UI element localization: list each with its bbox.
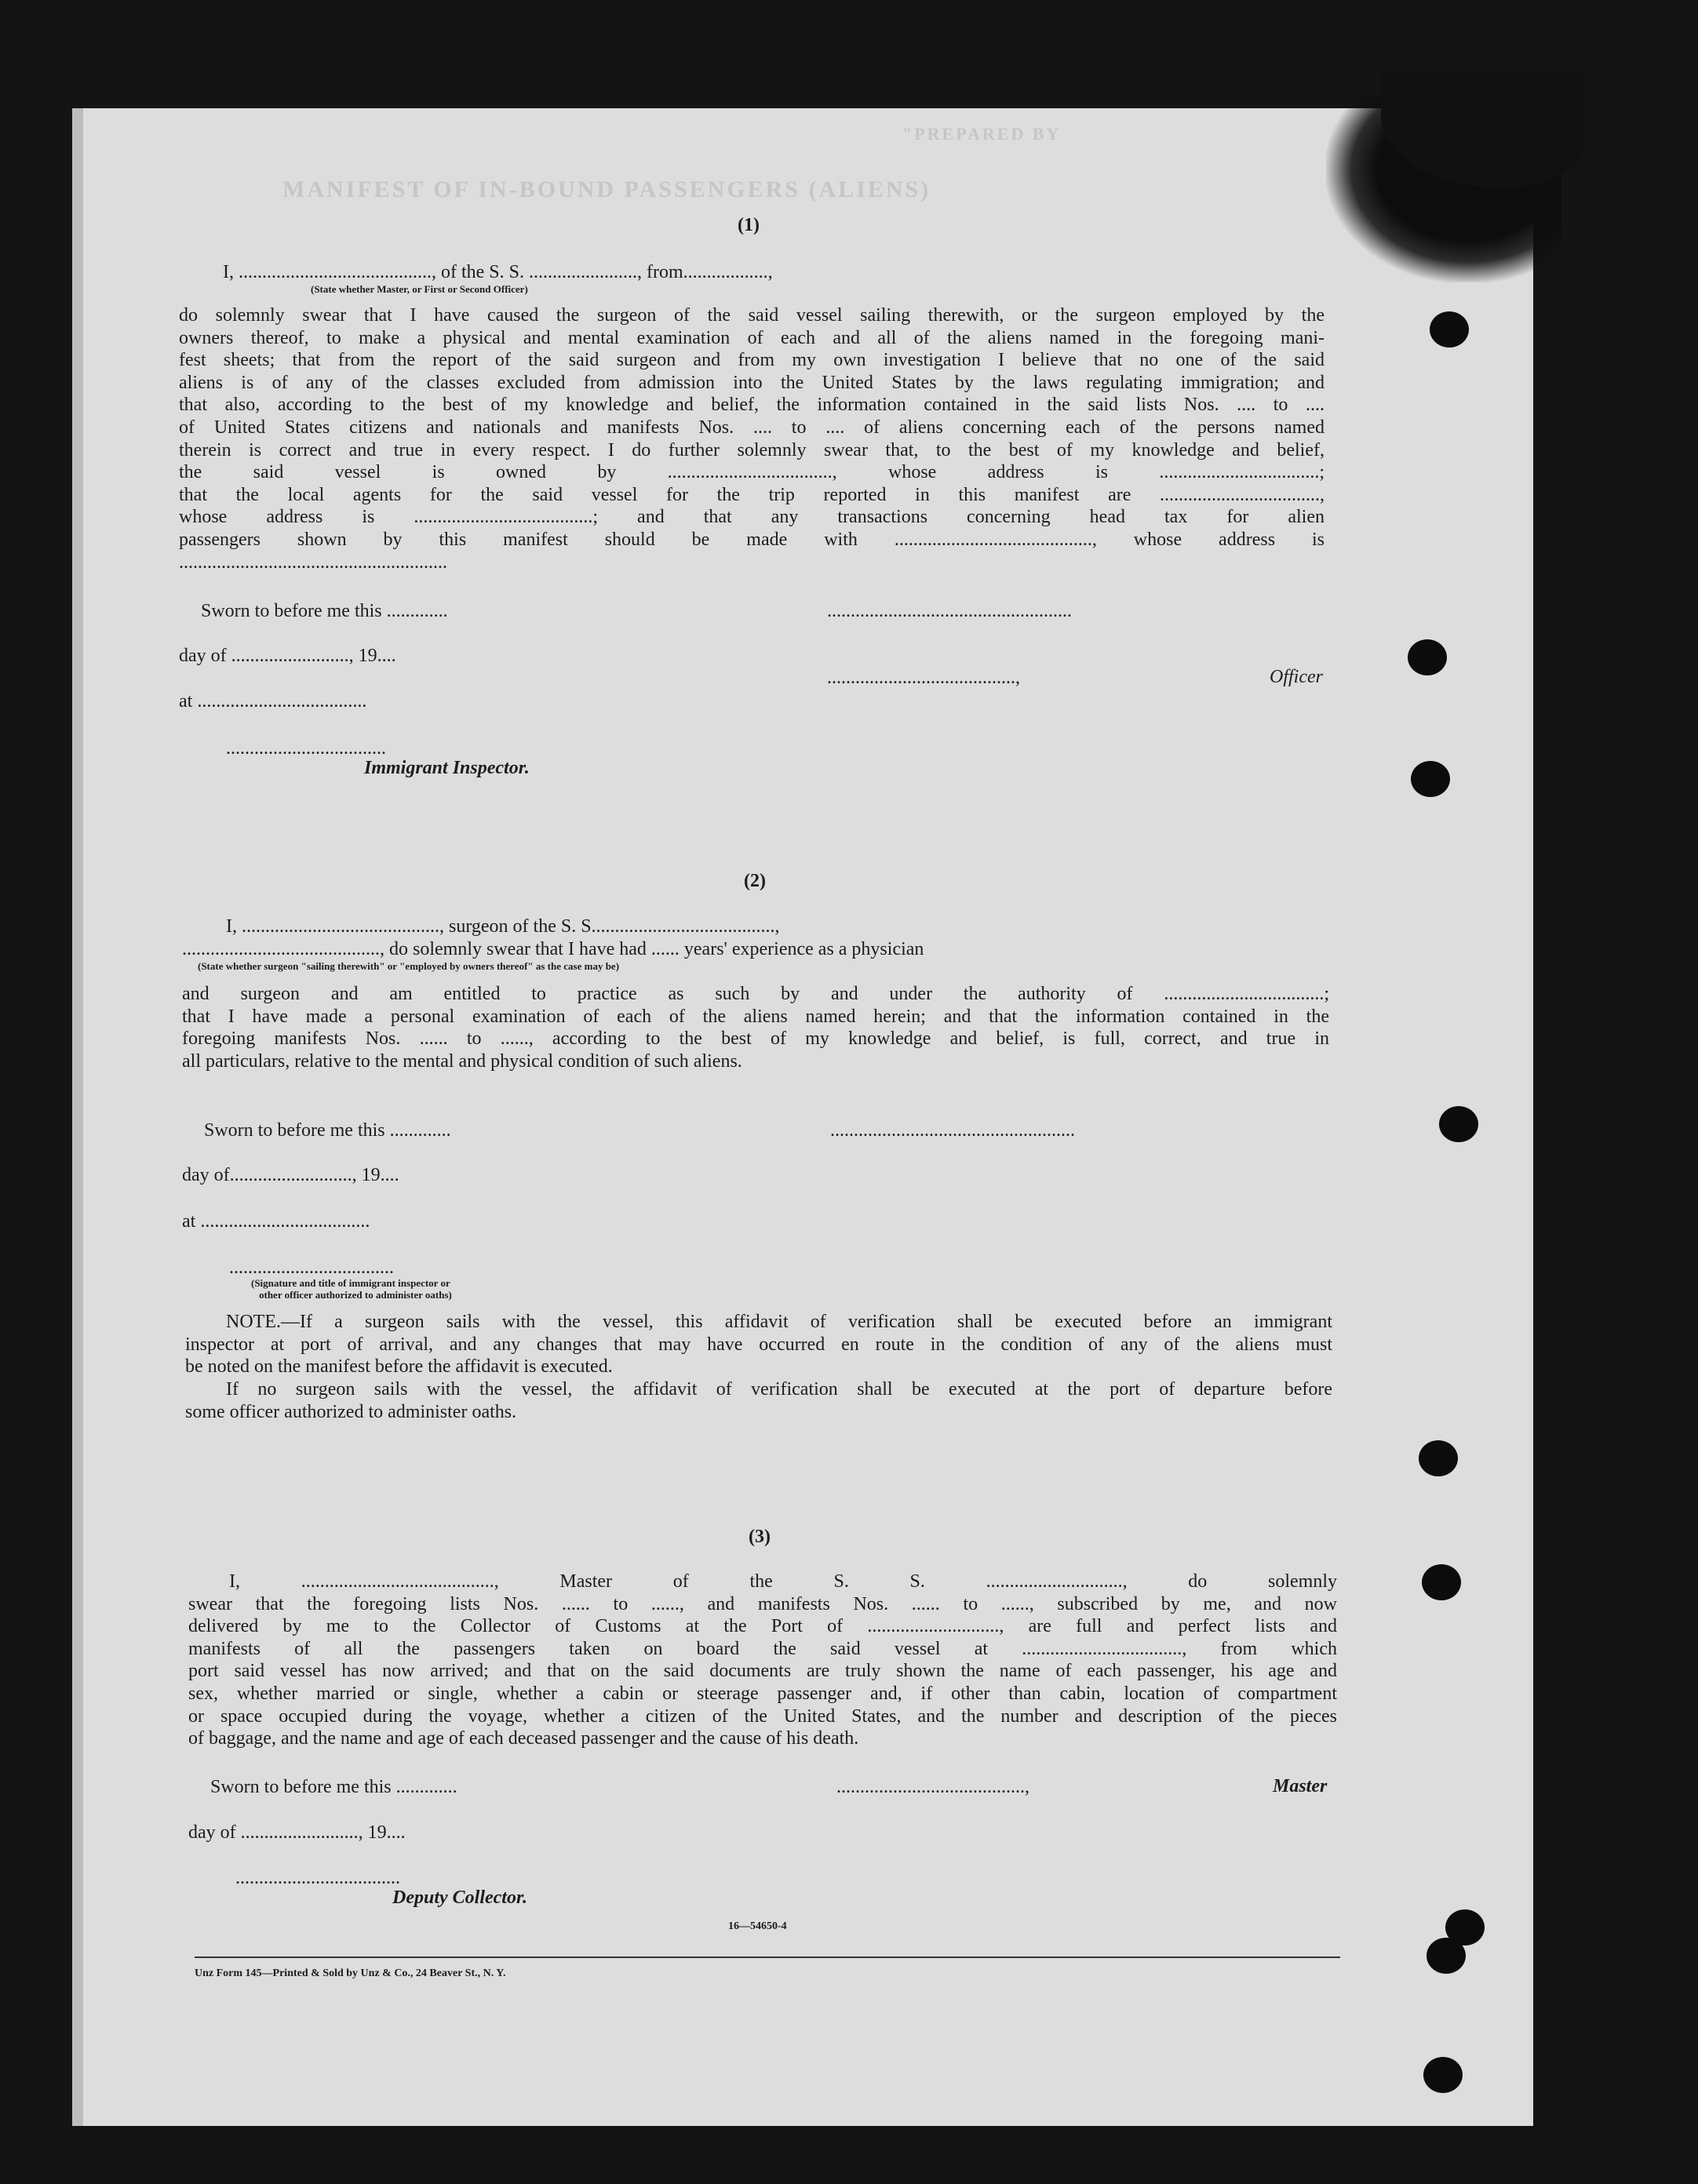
paragraph-line: some officer authorized to administer oaths.	[185, 1401, 517, 1422]
paragraph-line: passengers shown by this manifest should be made with .........................................., whose address is	[179, 529, 1325, 550]
section-2-number: (2)	[744, 871, 766, 891]
section-2-oath-paragraph	[182, 983, 1329, 1072]
section-1-at: at ....................................	[179, 691, 367, 712]
paragraph-line: owners thereof, to make a physical and mental examination of each and all of the aliens named in the foregoing mani-	[179, 327, 1325, 348]
bleed-through-header: "PREPARED BY	[902, 124, 1062, 144]
section-1-day: day of ........................., 19....	[179, 646, 396, 666]
paragraph-line: that also, according to the best of my knowledge and belief, the information contained in the said lists Nos. .... to ....	[179, 395, 1325, 416]
paragraph-line: all particulars, relative to the mental and physical condition of such aliens.	[182, 1050, 742, 1072]
section-3-sworn: Sworn to before me this .............	[210, 1777, 457, 1797]
paragraph-line: swear that the foregoing lists Nos. ...... to ......, and manifests Nos. ...... to ......, subscribed by me, and now	[188, 1593, 1337, 1614]
section-1-officer-dots: ........................................,	[827, 668, 1020, 688]
section-3-number: (3)	[749, 1527, 771, 1547]
section-2-sworn: Sworn to before me this .............	[204, 1120, 451, 1141]
paragraph-line: do solemnly swear that I have caused the surgeon of the said vessel sailing therewith, or the surgeon employed by the	[179, 305, 1325, 326]
section-1-officer-note: (State whether Master, or First or Second Officer)	[311, 283, 528, 295]
paragraph-line: be noted on the manifest before the affidavit is executed.	[185, 1356, 613, 1378]
paragraph-line: whose address is ......................................; and that any transactions concerning head tax for alien	[179, 507, 1325, 528]
punch-hole	[1427, 1938, 1466, 1974]
paragraph-line: port said vessel has now arrived; and that on the said documents are truly shown the name of each passenger, his age and	[188, 1661, 1337, 1682]
footer-divider	[195, 1956, 1340, 1958]
paragraph-line: that I have made a personal examination of each of the aliens named herein; and that the information contained in the	[182, 1006, 1329, 1027]
paragraph-line: and surgeon and am entitled to practice as such by and under the authority of ..................................;	[182, 984, 1329, 1004]
printer-credit: Unz Form 145—Printed & Sold by Unz & Co., 24 Beaver St., N. Y.	[195, 1967, 506, 1979]
section-1-opening-line: I, ........................................., of the S. S. ......................., from..................,	[223, 262, 773, 282]
section-2-note-paragraph	[185, 1311, 1332, 1378]
bleed-through-title: MANIFEST OF IN-BOUND PASSENGERS (ALIENS)	[282, 177, 931, 202]
section-2-note-paragraph-2	[185, 1378, 1332, 1423]
punch-hole	[1419, 1440, 1458, 1476]
punch-hole	[1422, 1564, 1461, 1600]
section-1-signature-line: ....................................................	[827, 601, 1072, 621]
section-3-oath-paragraph	[188, 1571, 1337, 1750]
section-2-officer-note-1: (Signature and title of immigrant inspector or	[251, 1277, 450, 1289]
section-1-officer-label: Officer	[1270, 667, 1323, 687]
paragraph-line: delivered by me to the Collector of Customs at the Port of ............................, are full and perfect lists and	[188, 1616, 1337, 1637]
section-2-officer-dots: ...................................	[229, 1258, 394, 1278]
paragraph-line: NOTE.—If a surgeon sails with the vessel, this affidavit of verification shall be executed before an immigrant	[226, 1312, 1332, 1332]
paragraph-line: or space occupied during the voyage, whether a citizen of the United States, and the number and description of the pieces	[188, 1705, 1337, 1727]
section-3-collector-label: Deputy Collector.	[392, 1887, 527, 1908]
paragraph-line: that the local agents for the said vessel for the trip reported in this manifest are ..................................,	[179, 484, 1325, 505]
section-3-master-dots: ........................................,	[836, 1777, 1029, 1797]
section-2-opening-line: I, .........................................., surgeon of the S. S.......................................,	[226, 916, 780, 937]
section-2-day: day of.........................., 19....	[182, 1165, 399, 1185]
paragraph-line: I, ........................................., Master of the S. S. ............................., do solemnly	[229, 1571, 1337, 1592]
section-3-master-label: Master	[1273, 1776, 1328, 1796]
punch-hole	[1423, 2057, 1463, 2093]
paragraph-line: aliens is of any of the classes excluded from admission into the United States by the laws regulating immigration; and	[179, 372, 1325, 393]
paragraph-line: sex, whether married or single, whether a cabin or steerage passenger and, if other than cabin, location of compartment	[188, 1683, 1337, 1704]
punch-hole	[1430, 311, 1469, 348]
section-2-signature-line: ....................................................	[830, 1120, 1075, 1141]
paragraph-line: fest sheets; that from the report of the said surgeon and from my own investigation I believe that no one of the said	[179, 350, 1325, 371]
paragraph-line: foregoing manifests Nos. ...... to ......, according to the best of my knowledge and belief, is full, correct, and true in	[182, 1028, 1329, 1050]
form-number: 16—54650-4	[728, 1920, 787, 1932]
punch-hole	[1408, 639, 1447, 675]
section-2-surgeon-note: (State whether surgeon "sailing therewith" or "employed by owners thereof" as the case may be)	[198, 960, 620, 972]
section-2-at: at ....................................	[182, 1211, 370, 1232]
paragraph-line: of baggage, and the name and age of each deceased passenger and the cause of his death.	[188, 1728, 859, 1749]
paragraph-line: of United States citizens and nationals and manifests Nos. .... to .... of aliens concerning each of the persons named	[179, 417, 1325, 438]
section-2-experience-line: .........................................., do solemnly swear that I have had ...... years' experience as a physician	[182, 939, 924, 959]
section-1-inspector-label: Immigrant Inspector.	[364, 758, 530, 778]
paragraph-line: therein is correct and true in every respect. I do further solemnly swear that, to the best of my knowledge and belief,	[179, 439, 1325, 460]
section-1-oath-paragraph	[179, 304, 1325, 573]
section-2-officer-note-2: other officer authorized to administer oaths)	[259, 1289, 452, 1301]
paragraph-line: If no surgeon sails with the vessel, the affidavit of verification shall be executed at the port of departure before	[226, 1379, 1332, 1400]
section-3-collector-dots: ...................................	[235, 1868, 400, 1888]
punch-hole	[1439, 1106, 1478, 1142]
section-1-sworn: Sworn to before me this .............	[201, 601, 448, 621]
section-1-inspector-dots: ..................................	[226, 738, 386, 759]
paragraph-line: inspector at port of arrival, and any changes that may have occurred en route in the condition of any of the aliens must	[185, 1334, 1332, 1355]
punch-hole	[1411, 761, 1450, 797]
section-1-number: (1)	[738, 215, 760, 235]
section-3-day: day of ........................., 19....	[188, 1822, 406, 1843]
scan-edge	[72, 108, 83, 2126]
paragraph-line: manifests of all the passengers taken on board the said vessel at .................................., from which	[188, 1638, 1337, 1659]
paragraph-line: .........................................................	[179, 551, 447, 573]
paragraph-line: the said vessel is owned by ..................................., whose address is ..................................;	[179, 462, 1325, 483]
